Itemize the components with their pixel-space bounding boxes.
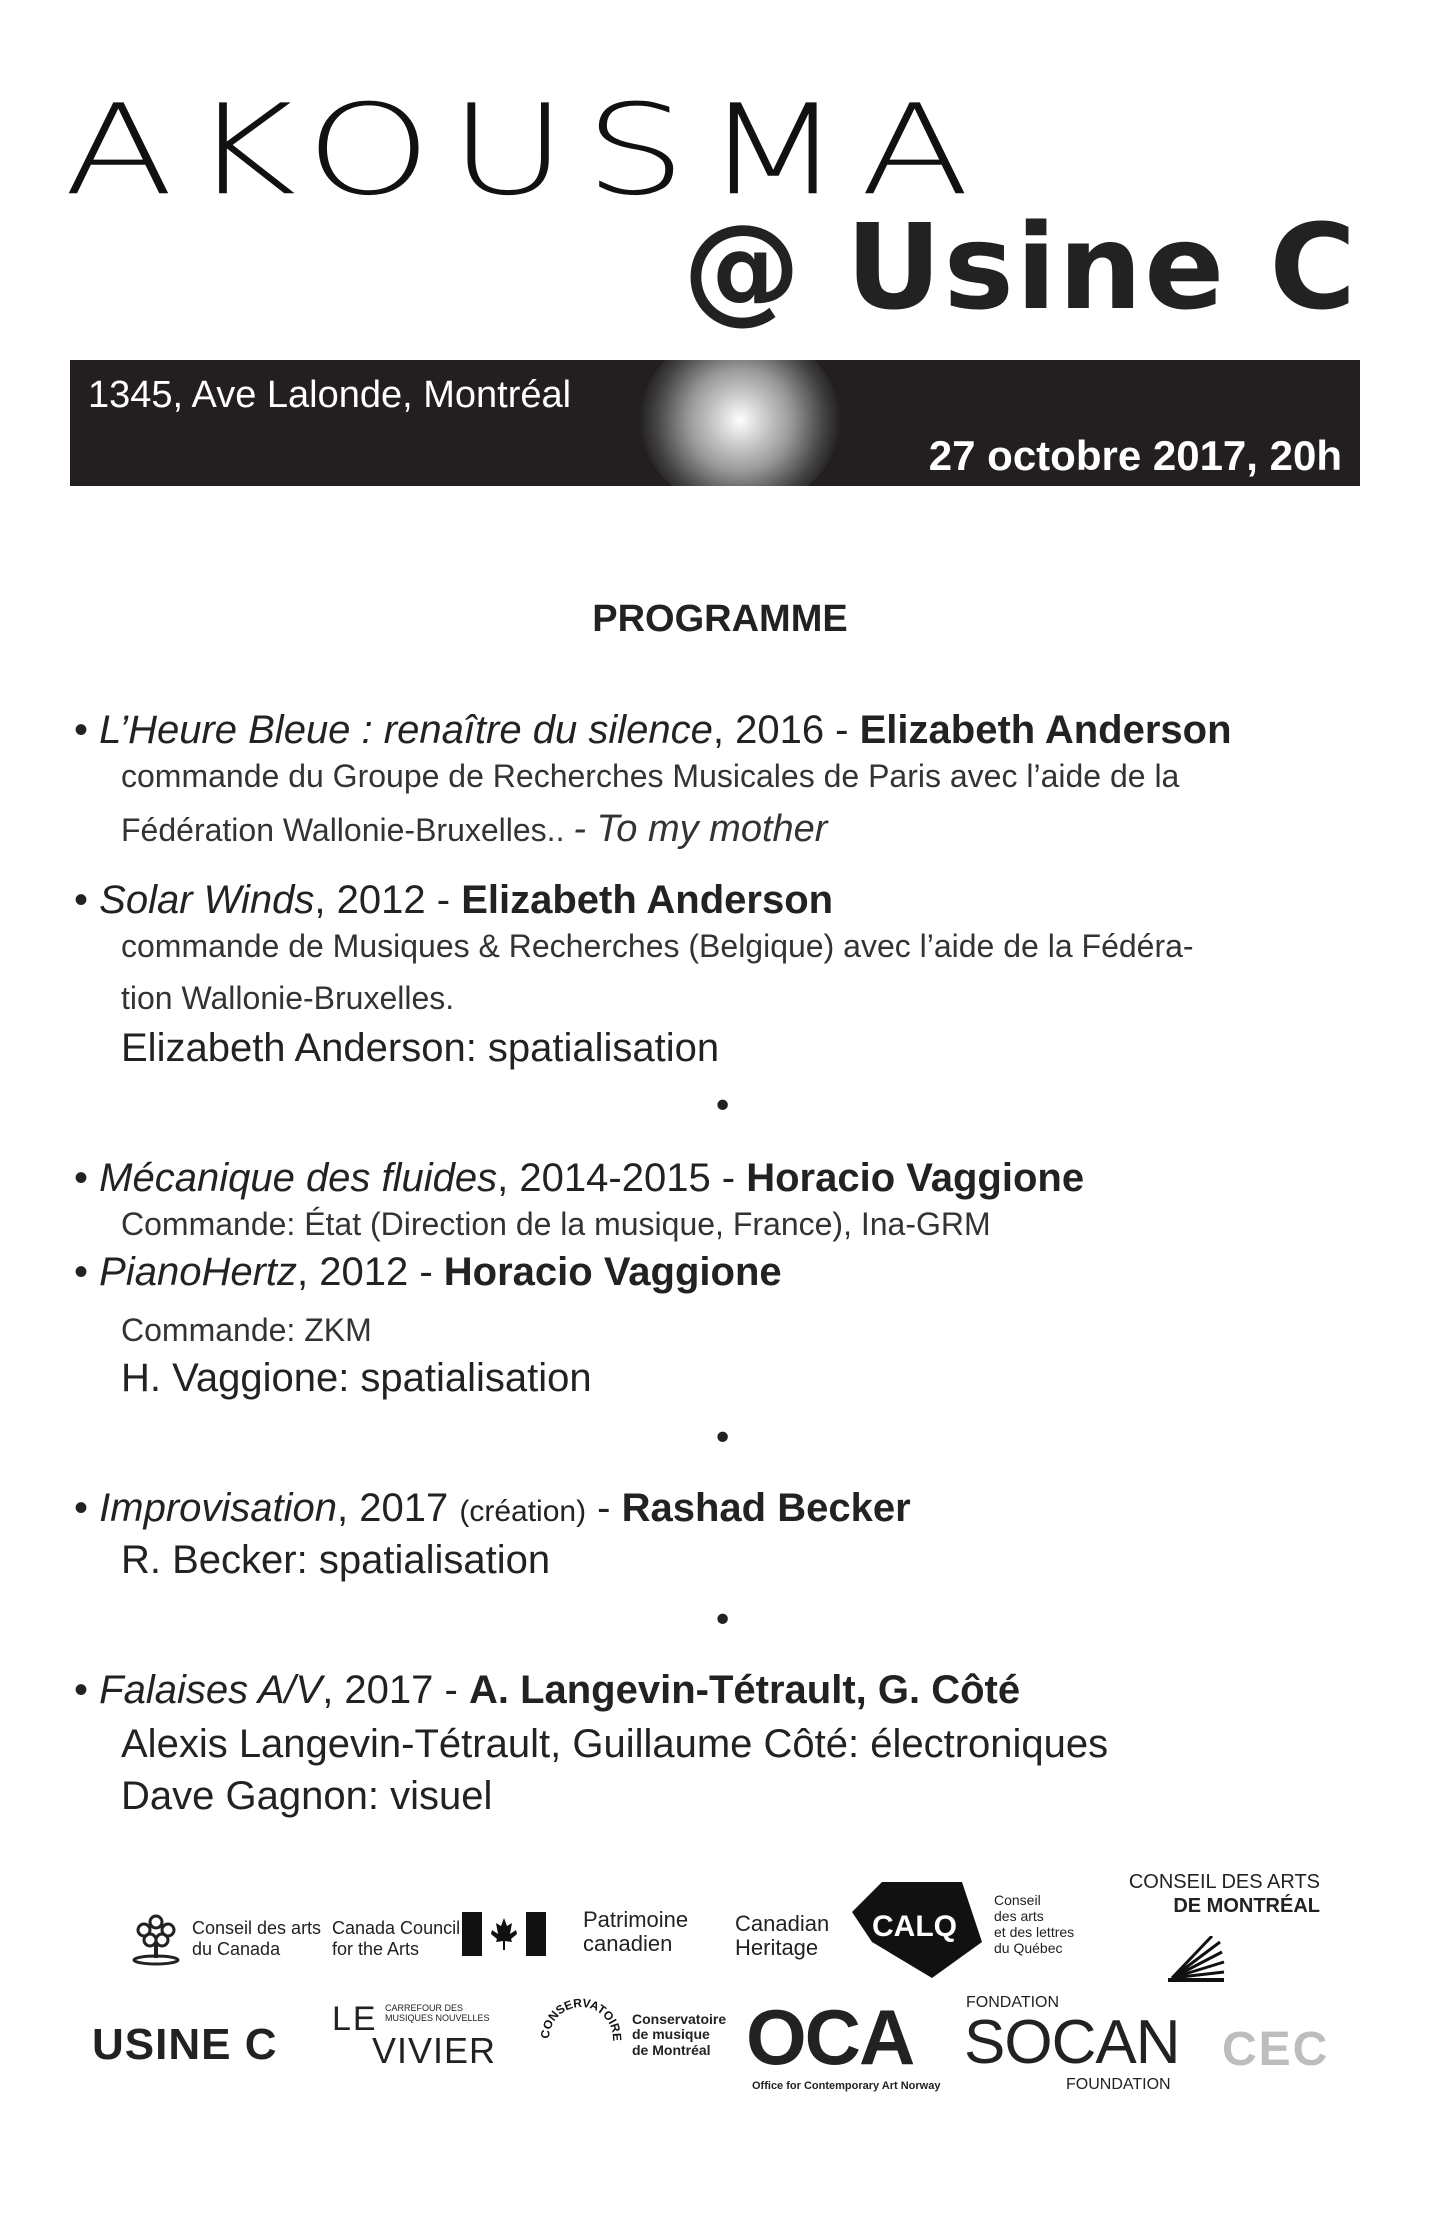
calq-logo	[852, 1882, 982, 1978]
work-title: Falaises A/V	[99, 1668, 323, 1712]
composer: Horacio Vaggione	[443, 1250, 782, 1294]
composer: Elizabeth Anderson	[461, 878, 834, 922]
spatialisation-credit: Elizabeth Anderson: spatialisation	[121, 1026, 720, 1070]
work-year: , 2017 -	[322, 1668, 469, 1712]
canadian-heritage	[735, 1912, 829, 1960]
cac-french	[192, 1918, 321, 1959]
composer: Rashad Becker	[621, 1486, 911, 1530]
conservatoire-line: Conservatoire	[632, 2011, 727, 2027]
conservatoire-line: de musique	[632, 2026, 710, 2043]
cam-line: DE MONTRÉAL	[1173, 1895, 1320, 1917]
work-year: , 2012 -	[314, 878, 462, 922]
work-title: Mécanique des fluides	[99, 1156, 498, 1200]
conservatoire-text	[632, 2012, 726, 2058]
work-year: , 2012 -	[297, 1250, 444, 1294]
calq-caption-line: et des lettres	[994, 1924, 1075, 1941]
socan-fondation: FONDATION	[966, 1994, 1060, 2011]
pch-french-line: canadien	[583, 1931, 673, 1957]
programme-item-6	[74, 1668, 1020, 1713]
cac-english-line: Canada Council	[332, 1918, 461, 1938]
vivier-name: VIVIER	[372, 2030, 497, 2071]
work-title: L’Heure Bleue : renaître du silence	[99, 708, 713, 752]
programme-item-5	[74, 1486, 911, 1531]
canada-flag-icon	[462, 1912, 546, 1956]
calq-caption-line: des arts	[994, 1908, 1044, 1925]
socan-foundation: FOUNDATION	[1066, 2076, 1171, 2093]
note-text: Fédération Wallonie-Bruxelles..	[121, 812, 574, 848]
bullet: •	[74, 708, 89, 752]
conservatoire-line: de Montréal	[632, 2041, 711, 2058]
usine-c-logo: USINE C	[92, 2020, 278, 2069]
info-band	[70, 360, 1360, 486]
calq-caption	[994, 1892, 1074, 1956]
dash: -	[586, 1486, 622, 1530]
oca-logo: OCA	[746, 1993, 914, 2081]
bullet: •	[74, 1668, 89, 1712]
visual-credit: Dave Gagnon: visuel	[121, 1774, 493, 1818]
pch-english-line: Canadian	[735, 1911, 830, 1936]
commission-note: Commande: État (Direction de la musique, France), Ina-GRM	[121, 1206, 991, 1242]
venue-title: @ Usine C	[682, 198, 1358, 336]
conservatoire-ring	[538, 1996, 624, 2082]
socan-logo: SOCAN	[964, 2008, 1180, 2077]
calq-text: CALQ	[872, 1910, 957, 1943]
cam-line: CONSEIL DES ARTS	[1128, 1871, 1320, 1893]
cac-english-line: for the Arts	[332, 1938, 420, 1959]
pch-english-line: Heritage	[735, 1935, 819, 1961]
cac-french-line: du Canada	[192, 1938, 281, 1959]
commission-note: Commande: ZKM	[121, 1312, 372, 1348]
calq-caption-line: du Québec	[994, 1940, 1063, 1957]
dedication: - To my mother	[573, 808, 828, 850]
light-glow	[640, 360, 840, 486]
separator-dot: •	[712, 1600, 734, 1641]
cam-rays-icon	[1168, 1936, 1228, 1986]
pch-french-line: Patrimoine	[583, 1907, 689, 1932]
work-year: , 2014-2015 -	[497, 1156, 747, 1200]
patrimoine-canadien	[583, 1908, 688, 1956]
event-date: 27 octobre 2017, 20h	[928, 432, 1342, 479]
separator-dot: •	[712, 1086, 734, 1127]
work-year: , 2017	[337, 1486, 460, 1530]
commission-note-cont	[121, 808, 827, 851]
creation-label: (création)	[459, 1495, 587, 1528]
performer-credit: Alexis Langevin-Tétrault, Guillaume Côté: électroniques	[121, 1722, 1109, 1766]
work-title: PianoHertz	[99, 1250, 298, 1294]
akousma-logo: AKOUSMA	[64, 77, 988, 223]
programme-item-3	[74, 1156, 1084, 1201]
work-year: , 2016 -	[712, 708, 860, 752]
conservatoire-ring-text: CONSERVATOIRE	[538, 1996, 624, 2042]
bullet: •	[74, 878, 89, 922]
vivier-tagline-line: CARREFOUR DES	[385, 2003, 464, 2013]
bullet: •	[74, 1250, 89, 1294]
bullet: •	[74, 1486, 89, 1530]
vivier-le: LE	[332, 2000, 378, 2038]
cac-english	[332, 1918, 460, 1959]
work-title: Solar Winds	[99, 878, 315, 922]
vivier-tagline	[385, 2004, 490, 2024]
composer: A. Langevin-Tétrault, G. Côté	[468, 1668, 1021, 1712]
programme-item-4	[74, 1250, 782, 1295]
cac-french-line: Conseil des arts	[192, 1918, 322, 1938]
address: 1345, Ave Lalonde, Montréal	[88, 374, 572, 416]
bullet: •	[74, 1156, 89, 1200]
commission-note-cont: tion Wallonie-Bruxelles.	[121, 980, 455, 1016]
composer: Elizabeth Anderson	[859, 708, 1232, 752]
composer: Horacio Vaggione	[746, 1156, 1085, 1200]
cec-logo: CEC	[1222, 2023, 1330, 2076]
vivier-tagline-line: MUSIQUES NOUVELLES	[385, 2012, 490, 2023]
work-title: Improvisation	[99, 1486, 338, 1530]
commission-note: commande de Musiques & Recherches (Belgique) avec l’aide de la Fédéra-	[121, 928, 1194, 964]
svg-text:CONSERVATOIRE	[538, 1996, 624, 2041]
calq-caption-line: Conseil	[994, 1892, 1041, 1908]
programme-item-1	[74, 708, 1232, 753]
spatialisation-credit: R. Becker: spatialisation	[121, 1538, 551, 1582]
commission-note: commande du Groupe de Recherches Musicales de Paris avec l’aide de la	[121, 758, 1180, 794]
conseil-arts-montreal	[1070, 1870, 1320, 1918]
canada-council-icon	[128, 1908, 184, 1966]
separator-dot: •	[712, 1418, 734, 1459]
programme-heading: PROGRAMME	[592, 598, 848, 640]
spatialisation-credit: H. Vaggione: spatialisation	[121, 1356, 592, 1400]
oca-subtitle: Office for Contemporary Art Norway	[752, 2080, 941, 2092]
programme-item-2	[74, 878, 833, 923]
